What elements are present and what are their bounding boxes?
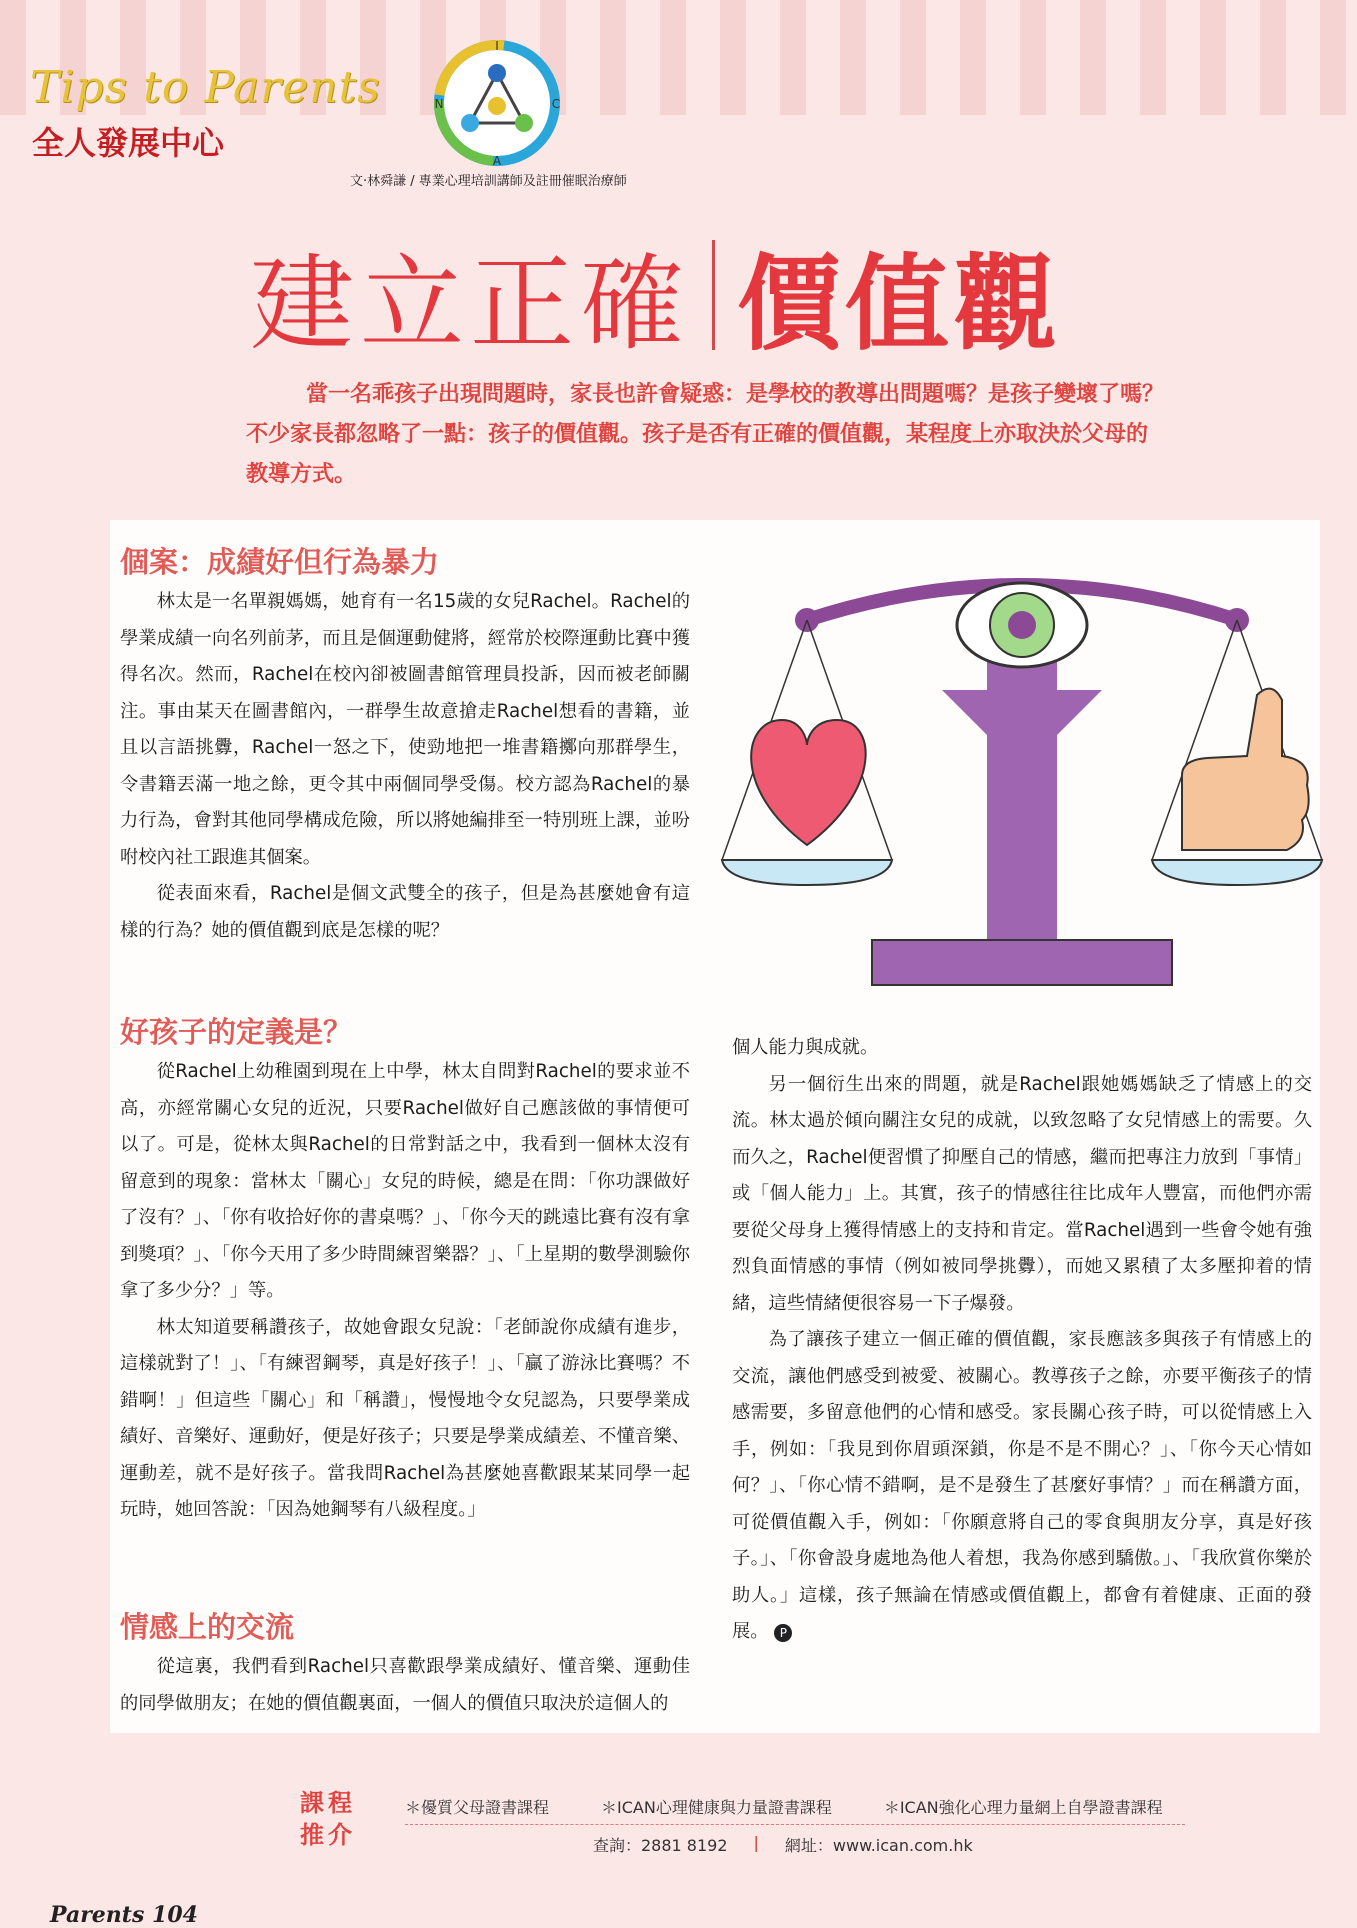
course-list	[405, 1795, 1185, 1825]
logo-letter-c: C	[551, 97, 561, 111]
good-child-section	[120, 1010, 690, 1529]
byline: 文‧林舜謙 / 專業心理培訓講師及註冊催眠治療師	[350, 174, 627, 189]
course-item-1[interactable]: ＊優質父母證書課程	[405, 1798, 550, 1817]
logo-letter-n: N	[434, 97, 444, 111]
title-divider	[712, 240, 715, 350]
logo-letter-a: A	[492, 154, 502, 168]
good-child-paragraph-2: 林太知道要稱讚孩子，故她會跟女兒說：「老師說你成績有進步，這樣就對了！」、「有練習鋼琴，真是好孩子！」、「贏了游泳比賽嗎？不錯啊！」但這些「關心」和「稱讚」，慢慢地令女兒認為，只要學業成績好、音樂好、運動好，便是好孩子；只要是學業成績差、不懂音樂、運動差，就不是好孩子。當我問Rachel為甚麼她喜歡跟某某同學一起玩時，她回答說：「因為她鋼琴有八級程度。」	[120, 1316, 690, 1520]
good-child-heading: 好孩子的定義是？	[120, 1015, 353, 1049]
case-heading: 個案：成績好但行為暴力	[120, 545, 440, 579]
emotion-paragraph-continued: 個人能力與成就。	[732, 1037, 879, 1058]
footer-page-number: 104	[152, 1902, 198, 1928]
footer-magazine: Parents	[50, 1902, 145, 1928]
courses-label-line1: 課程	[300, 1789, 356, 1817]
emotion-paragraph-3-text: 為了讓孩子建立一個正確的價值觀，家長應該多與孩子有情感上的交流，讓他們感受到被愛、被關心。教導孩子之餘，亦要平衡孩子的情感需要，多留意他們的心情和感受。家長關心孩子時，可以從情感上入手，例如：「我見到你眉頭深鎖，你是不是不開心？」、「你今天心情如何？」、「你心情不錯啊，是不是發生了甚麼好事情？」而在稱讚方面，可從價值觀入手，例如：「你願意將自己的零食與朋友分享，真是好孩子。」、「你會設身處地為他人着想，我為你感到驕傲。」、「我欣賞你樂於助人。」這樣，孩子無論在情感或價值觀上，都會有着健康、正面的發展。	[732, 1329, 1312, 1642]
case-paragraph-2: 從表面來看，Rachel是個文武雙全的孩子，但是為甚麼她會有這樣的行為？她的價值觀到底是怎樣的呢？	[120, 883, 690, 941]
emotion-section	[120, 1605, 690, 1722]
center-name: 全人發展中心	[32, 124, 225, 162]
case-paragraph-1: 林太是一名單親媽媽，她育有一名15歲的女兒Rachel。Rachel的學業成績一向名列前茅，而且是個運動健將，經常於校際運動比賽中獲得名次。然而，Rachel在校內卻被圖書館管理員投訴，因而被老師關注。事由某天在圖書館內，一群學生故意搶走Rachel想看的書籍，並且以言語挑釁，Rachel一怒之下，使勁地把一堆書籍擲向那群學生，令書籍丟滿一地之餘，更令其中兩個同學受傷。校方認為Rachel的暴力行為，會對其他同學構成危險，所以將她編排至一特別班上課，並吩咐校內社工跟進其個案。	[120, 591, 690, 868]
title-part-a: 建立正確	[250, 243, 691, 365]
contact-separator: |	[753, 1833, 759, 1852]
emotion-paragraph-2: 另一個衍生出來的問題，就是Rachel跟她媽媽缺乏了情感上的交流。林太過於傾向關注女兒的成就，以致忽略了女兒情感上的需要。久而久之，Rachel便習慣了抑壓自己的情感，繼而把專注力放到「事情」或「個人能力」上。其實，孩子的情感往往比成年人豐富，而他們亦需要從父母身上獲得情感上的支持和肯定。當Rachel遇到一些會令她有強烈負面情感的事情（例如被同學挑釁），而她又累積了太多壓抑着的情緒，這些情緒便很容易一下子爆發。	[732, 1073, 1312, 1314]
article-end-mark-icon: P	[774, 1624, 792, 1642]
emotion-paragraph-start: 從這裏，我們看到Rachel只喜歡跟學業成績好、懂音樂、運動佳的同學做朋友；在她的價值觀裏面，一個人的價值只取決於這個人的	[120, 1656, 690, 1714]
case-section	[120, 540, 690, 949]
course-item-2[interactable]: ＊ICAN心理健康與力量證書課程	[601, 1798, 832, 1817]
course-item-3[interactable]: ＊ICAN強化心理力量網上自學證書課程	[883, 1798, 1163, 1817]
emotion-section-continued	[732, 1030, 1312, 1651]
title-part-b: 價值觀	[737, 243, 1062, 365]
emotion-heading: 情感上的交流	[120, 1610, 295, 1644]
contact-info	[593, 1833, 973, 1856]
emotion-paragraph-3	[732, 1322, 1312, 1651]
logo-letter-i: I	[495, 39, 499, 53]
good-child-paragraph-1: 從Rachel上幼稚園到現在上中學，林太自問對Rachel的要求並不高，亦經常關心女兒的近況，只要Rachel做好自己應該做的事情便可以了。可是，從林太與Rachel的日常對話之中，我看到一個林太沒有留意到的現象：當林太「關心」女兒的時候，總是在問：「你功課做好了沒有？」、「你有收拾好你的書桌嗎？」、「你今天的跳遠比賽有沒有拿到獎項？」、「你今天用了多少時間練習樂器？」、「上星期的數學測驗你拿了多少分？」等。	[120, 1061, 690, 1301]
intro-paragraph: 當一名乖孩子出現問題時，家長也許會疑惑：是學校的教導出問題嗎？是孩子變壞了嗎？不少家長都忽略了一點：孩子的價值觀。孩子是否有正確的價值觀，某程度上亦取決於父母的教導方式。	[246, 382, 1165, 487]
series-title: Tips to Parents	[30, 62, 381, 113]
contact-phone: 查詢：2881 8192	[593, 1836, 728, 1855]
ican-logo-icon	[432, 38, 562, 168]
course-recommendation	[300, 1785, 1200, 1875]
courses-label	[300, 1787, 356, 1851]
courses-label-line2: 推介	[300, 1821, 356, 1849]
contact-website[interactable]: 網址：www.ican.com.hk	[784, 1836, 973, 1855]
page-footer	[50, 1902, 198, 1928]
main-title	[250, 220, 1170, 370]
value-scale-illustration-icon	[712, 560, 1332, 1000]
